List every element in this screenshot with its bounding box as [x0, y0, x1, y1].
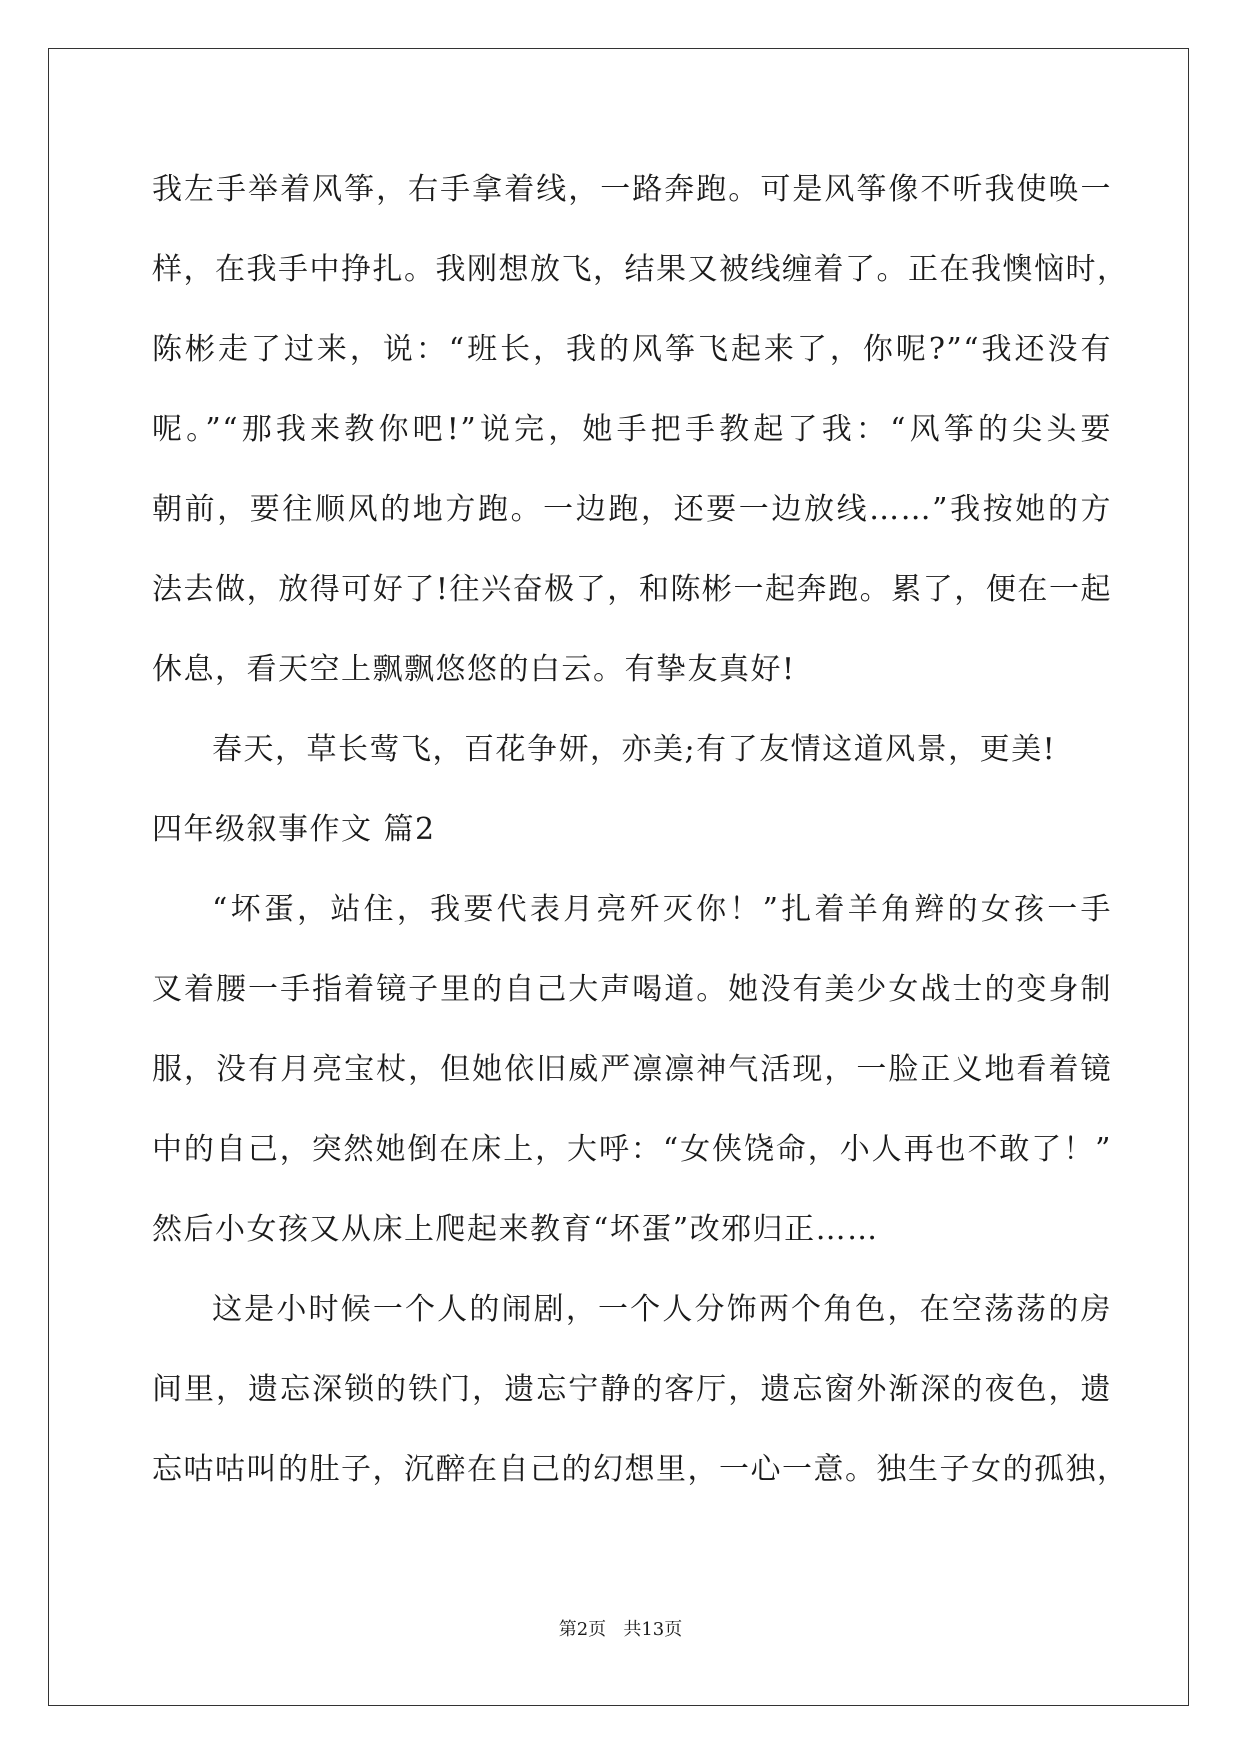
- page-footer: 第2页 共13页: [558, 1619, 683, 1640]
- line: “坏蛋，站住，我要代表月亮歼灭你！”扎着羊角辫的女孩一手: [212, 892, 1112, 927]
- line: 然后小女孩又从床上爬起来教育“坏蛋”改邪归正……: [152, 1212, 879, 1247]
- line: 叉着腰一手指着镜子里的自己大声喝道。她没有美少女战士的变身制: [152, 972, 1112, 1007]
- line: 中的自己，突然她倒在床上，大呼：“女侠饶命，小人再也不敢了！”: [152, 1132, 1112, 1167]
- line: 服，没有月亮宝杖，但她依旧威严凛凛神气活现，一脸正义地看着镜: [152, 1052, 1112, 1087]
- line: 忘咕咕叫的肚子，沉醉在自己的幻想里，一心一意。独生子女的孤独，: [152, 1452, 1129, 1487]
- line: 间里，遗忘深锁的铁门，遗忘宁静的客厅，遗忘窗外渐深的夜色，遗: [152, 1372, 1112, 1407]
- section-heading: 四年级叙事作文 篇2: [152, 812, 436, 847]
- line: 这是小时候一个人的闹剧，一个人分饰两个角色，在空荡荡的房: [212, 1292, 1112, 1327]
- line: 春天，草长莺飞，百花争妍，亦美;有了友情这道风景，更美!: [212, 732, 1057, 767]
- line: 陈彬走了过来，说：“班长，我的风筝飞起来了，你呢?”“我还没有: [152, 332, 1112, 367]
- line: 法去做，放得可好了!往兴奋极了，和陈彬一起奔跑。累了，便在一起: [152, 572, 1112, 607]
- line: 休息，看天空上飘飘悠悠的白云。有挚友真好!: [152, 652, 796, 687]
- document-body: [152, 150, 1129, 1510]
- line: 朝前，要往顺风的地方跑。一边跑，还要一边放线……”我按她的方: [152, 492, 1112, 527]
- line: 我左手举着风筝，右手拿着线，一路奔跑。可是风筝像不听我使唤一: [152, 172, 1112, 207]
- line: 样，在我手中挣扎。我刚想放飞，结果又被线缠着了。正在我懊恼时，: [152, 252, 1129, 287]
- line: 呢。”“那我来教你吧!”说完，她手把手教起了我：“风筝的尖头要: [152, 412, 1112, 447]
